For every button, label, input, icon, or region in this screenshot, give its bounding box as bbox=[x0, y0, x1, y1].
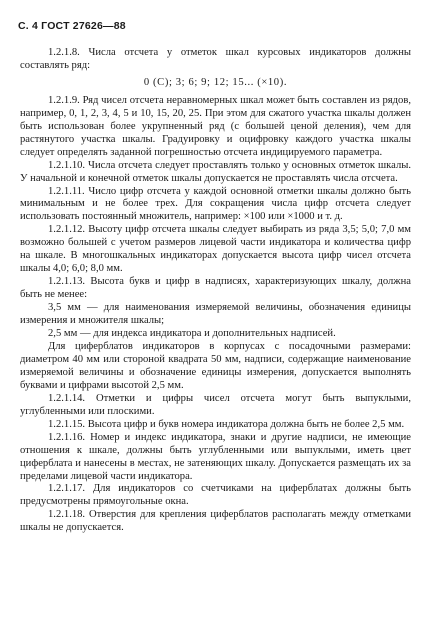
number-series-formula: 0 (С); 3; 6; 9; 12; 15... (×10). bbox=[143, 76, 288, 88]
page-header: С. 4 ГОСТ 27626—88 bbox=[18, 20, 126, 32]
paragraph-1-2-1-16: 1.2.1.16. Номер и индекс индикатора, знаки и другие надписи, не имеющие отношения к шкале, должны быть углубленными или выпуклыми, иметь цвет циферблата и нанесены в местах, не затеняющих шкалу. Допускается размещать их за пределами лицевой части индикатора. bbox=[20, 431, 411, 482]
document-body bbox=[20, 47, 411, 535]
paragraph-1-2-1-11: 1.2.1.11. Число цифр отсчета у каждой основной отметки шкалы должно быть минимальным и не более трех. Для сокращения числа цифр отсчета следует использовать постоянный множитель, например: ×100 или ×1000 и т. д. bbox=[20, 185, 411, 223]
paragraph-1-2-1-12: 1.2.1.12. Высоту цифр отсчета шкалы следует выбирать из ряда 3,5; 5,0; 7,0 мм возможно большей с учетом размеров лицевой части индикатора и количества цифр на шкале. В многошкальных индикаторах допускается высота цифр чисел отсчета шкалы 4,0; 6,0; 8,0 мм. bbox=[20, 224, 411, 275]
paragraph-1-2-1-18: 1.2.1.18. Отверстия для крепления циферблатов располагать между отметками шкалы не допускается. bbox=[20, 509, 411, 534]
paragraph-1-2-1-9: 1.2.1.9. Ряд чисел отсчета неравномерных шкал может быть составлен из рядов, например, 0, 1, 2, 3, 4, 5 и 10, 15, 20, 25. При этом для сжатого участка шкалы должен быть использован более укрупненный ряд (с большей ценой деления), чем для растянутого участка шкалы. Градуировку и оцифровку каждого участка шкалы следует определять заданной погрешностью отсчета индицируемого параметра. bbox=[20, 94, 411, 158]
paragraph-1-2-1-17: 1.2.1.17. Для индикаторов со счетчиками на циферблатах должны быть предусмотрены прямоугольные окна. bbox=[20, 483, 411, 508]
paragraph-dial-sizes: Для циферблатов индикаторов в корпусах с посадочными размерами: диаметром 40 мм или стороной квадрата 50 мм, надписи, содержащие наименование измеряемой величины и обозначение единицы измерения, допускается выполнять буквами и цифрами высотой 2,5 мм. bbox=[20, 340, 411, 391]
requirement-3-5mm: 3,5 мм — для наименования измеряемой величины, обозначения единицы измерения и множителя шкалы; bbox=[20, 302, 411, 327]
paragraph-1-2-1-15: 1.2.1.15. Высота цифр и букв номера индикатора должна быть не более 2,5 мм. bbox=[48, 418, 405, 430]
paragraph-1-2-1-14: 1.2.1.14. Отметки и цифры чисел отсчета могут быть выпуклыми, углубленными или плоскими. bbox=[20, 392, 411, 417]
paragraph-1-2-1-8: 1.2.1.8. Числа отсчета у отметок шкал курсовых индикаторов должны составлять ряд: bbox=[20, 47, 411, 71]
paragraph-1-2-1-10: 1.2.1.10. Числа отсчета следует проставлять только у основных отметок шкалы. У начальной и конечной отметок шкалы допускается не проставлять числа отсчета. bbox=[20, 159, 411, 184]
requirement-2-5mm: 2,5 мм — для индекса индикатора и дополнительных надписей. bbox=[48, 328, 336, 340]
paragraph-1-2-1-13: 1.2.1.13. Высота букв и цифр в надписях, характеризующих шкалу, должна быть не менее: bbox=[20, 276, 411, 301]
